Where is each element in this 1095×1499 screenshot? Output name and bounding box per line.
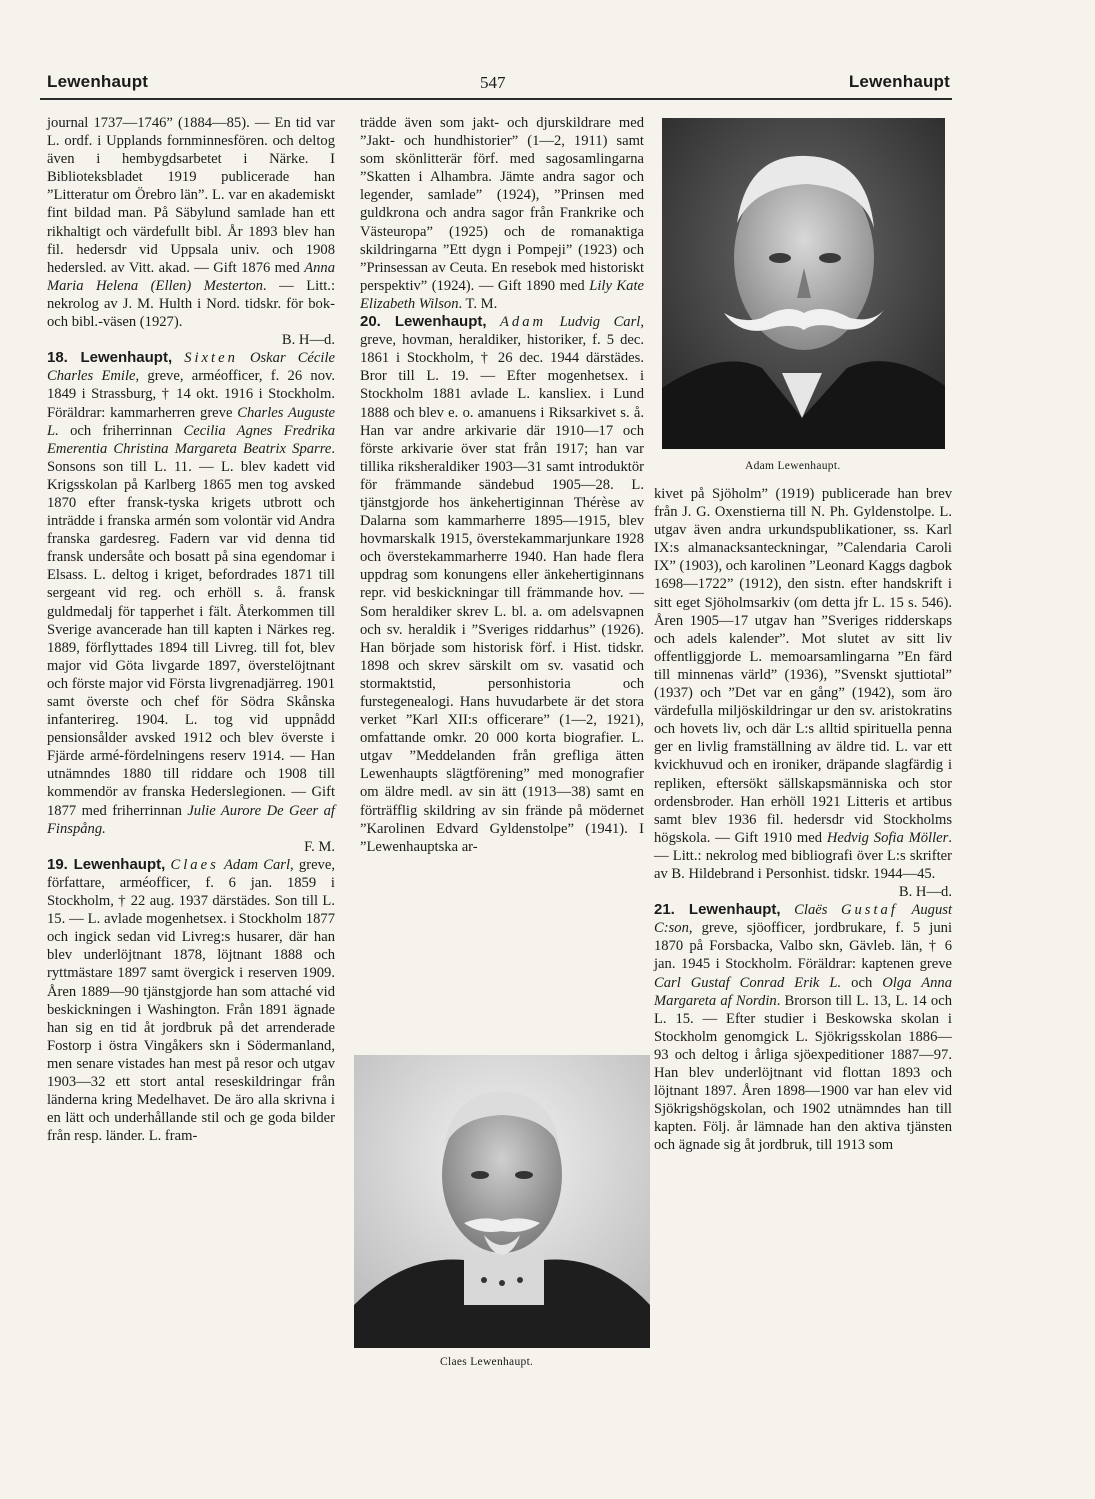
header-right-title: Lewenhaupt xyxy=(848,72,950,91)
header-left-title: Lewenhaupt xyxy=(47,72,149,91)
header-rule xyxy=(40,98,952,100)
photo-caption-claes: Claes Lewenhaupt. xyxy=(440,1356,534,1368)
text-column-1 xyxy=(47,114,335,1145)
entry-heading: 21. Lewenhaupt, xyxy=(654,901,781,919)
photo-caption-adam: Adam Lewenhaupt. xyxy=(745,460,841,472)
continued-entry-19: trädde även som jakt- och djurskildrare med ”Jakt- och hundhistorier” (1—2, 1911) samt som skönlitterär förf. med sagosamlingarna ”Skatten i Alhambra. Jämte andra sagor och legender, samlade” (1924), ”Prinsen med guldkrona och andra sagor från Frankrike och Västeuropa” (1925) och de romanaktiga skildringarna ”Ett dygn i Pompeji” (1923) och ”Prinsessan av Ceuta. En resebok med historiskt perspektiv” (1924). — Gift 1890 med Lily Kate Elizabeth Wilson. T. M. xyxy=(360,115,644,312)
entry-21: 21. Lewenhaupt, Claës Gustaf August C:son, greve, sjöofficer, jordbrukare, f. 5 juni 1870 på Forsbacka, Valbo skn, Gävleb. län, † 6 jan. 1945 i Stockholm. Föräldrar: kaptenen greve Carl Gustaf Conrad Erik L. och Olga Anna Margareta af Nordin. Brorson till L. 13, L. 14 och L. 15. — Efter studier i Beskowska skolan i Stockholm genomgick L. Sjökrigsskolan 1886—93 och deltog i årliga sjöexpeditioner 1887—97. Han blev underlöjtnant vid flottan 1893 och löjtnant 1897. Åren 1898—1900 var han elev vid Sjökrigshögskolan, och 1902 utnämndes han till kapten. Följ. år lämnade han den aktiva tjänsten och ägnade sig åt jordbruk, till 1913 som xyxy=(654,901,952,1154)
running-header xyxy=(40,70,950,98)
continued-entry-17: journal 1737—1746” (1884—85). — En tid var L. ordf. i Upplands fornminnesfören. och deltog även i hembygdsarbetet i Närke. I Biblioteksbladet 1919 publicerade han ”Litteratur om Örebro län”. L. var en akademiskt fint bildad man. På Säbylund samlade han ett rikhaltigt och värdefullt bibl. År 1893 blev han fil. hedersdr vid Uppsala univ. och 1908 hedersled. av Vitt. akad. — Gift 1876 med Anna Maria Helena (Ellen) Mesterton. — Litt.: nekrolog av J. M. Hulth i Nord. tidskr. för bok- och bibl.-väsen (1927). B. H—d. xyxy=(47,115,336,349)
text-column-2 xyxy=(360,114,644,856)
author-signature: B. H—d. xyxy=(281,332,335,349)
portrait-photo-adam xyxy=(662,118,945,449)
page-number: 547 xyxy=(480,73,506,92)
entry-18: 18. Lewenhaupt, Sixten Oskar Cécile Charles Emile, greve, arméofficer, f. 26 nov. 1849 i Strassburg, † 14 okt. 1916 i Stockholm. Föräldrar: kammarherren greve Charles Auguste L. och friherrinnan Cecilia Agnes Fredrika Emerentia Christina Margareta Beatrix Sparre. Sonsons son till L. 11. — L. blev kadett vid Krigsskolan på Karlberg 1865 men tog avsked 1870 efter fransk-tyska krigets utbrott och inträdde i franska armén som volontär vid Andra franska gardesreg. Fadern var vid denna tid fransk undersåte och bosatt på sina egendomar i Elsass. L. deltog i kriget, befordrades 1871 till sergeant vid reg. och erhöll s. å. fransk guldmedalj för tapperhet i fält. Återkommen till Sverige avancerade han till kapten i Närkes reg. 1889, förflyttades 1894 till Livreg. till fot, blev major vid Göta livgarde 1897, överstelöjtnant och förste major vid Första livgrenadjärreg. 1901 samt överste och chef för Södra Skånska infanterireg. 1904. L. tog vid uppnådd pensionsålder avsked 1912 och blev överste i Fjärde armé-fördelningens reserv 1914. — Han utnämndes 1880 till riddare och 1908 till kommendör av franska Hederslegionen. — Gift 1877 med friherrinnan Julie Aurore De Geer af Finspång. F. M. xyxy=(47,349,335,855)
entry-heading: 20. Lewenhaupt, xyxy=(360,313,487,331)
entry-19: 19. Lewenhaupt, Claes Adam Carl, greve, författare, arméofficer, f. 6 jan. 1859 i Stockholm, † 22 aug. 1937 därstädes. Son till L. 15. — L. avlade mogenhetsex. i Stockholm 1877 och ingick sedan vid Livreg:s husarer, där han blev underlöjtnant 1878, löjtnant 1888 och ryttmästare 1897 samt övergick i reserven 1909. Åren 1889—90 tjänstgjorde han som attaché vid beskickningen i Washington. Från 1891 ägnade han sig en tid åt jordbruk på det arrenderade Fostorp i östra Vingåkers skn i Södermanland, men senare vistades han mest på resor och utgav 1903—32 ett stort antal reseskildringar från länderna kring Medelhavet. De äro alla skrivna i en lätt och underhållande stil och ge goda bilder från resp. länder. L. fram- xyxy=(47,855,335,1145)
entry-20: 20. Lewenhaupt, Adam Ludvig Carl, greve, hovman, heraldiker, historiker, f. 5 dec. 1861 i Stockholm, † 26 dec. 1944 därstädes. Bror till L. 19. — Efter mogenhetsex. i Stockholm 1881 avlade L. kansliex. i Lund 1888 och blev e. o. amanuens i Riksarkivet s. å. Han var andre arkivarie där 1910—17 och förste arkivarie över stat från 1917; han var tillika riksheraldiker 1903—31 samt introduktör för främmande sändebud 1905—28. L. tjänstgjorde hos änkehertiginnan Thérèse av Dalarna som kammarherre 1895—1915, blev hovmarskalk 1915, överstekammarjunkare 1928 och överstekammarherre 1940. Han hade flera uppdrag som konungens eller änkehertiginnans repr. vid beskickningar till främmande hov. — Som heraldiker skrev L. bl. a. om adelsvapnen och sv. heraldik i ”Sveriges riddarhus” (1926). Han började som historisk förf. i Hist. tidskr. 1898 och skrev särskilt om sv. vasatid och stormaktstid, personhistoria och furstegenealogi. Hans huvudarbete är det stora verket ”Karl XII:s officerare” (1—2, 1921), omfattande omkr. 20 000 korta biografier. L. utgav ”Meddelanden från grefliga ätten Lewenhaupts slägtförening” med monografier om äldre medl. av sin ätt (1913—38) samt en förträfflig skildring av sin frände på mödernet ”Karolinen Edvard Gyldenstolpe” (1941). I ”Lewenhauptska ar- xyxy=(360,313,644,855)
text-column-3 xyxy=(654,485,952,1154)
portrait-photo-claes xyxy=(354,1055,650,1348)
entry-heading: 18. Lewenhaupt, xyxy=(47,349,173,367)
entry-heading: 19. Lewenhaupt, xyxy=(47,855,166,873)
continued-entry-20: kivet på Sjöholm” (1919) publicerade han brev från J. G. Oxenstierna till N. Ph. Gyldenstolpe. L. utgav även andra urkundspublikationer, ss. Karl IX:s almanacksanteckningar, ”Calendaria Caroli IX” (1903), och karolinen ”Leonard Kaggs dagbok 1698—1722” (1912), den sistn. efter handskrift i sitt eget Sjöholmsarkiv (om detta jfr L. 15 s. 546). Åren 1905—17 utgav han ”Sveriges ridderskaps och adels kalender”. Mot slutet av sitt liv offentliggjorde L. memoarsamlingarna ”En färd till minnenas värld” (1936), ”Svenskt sjuttiotal” (1937) och ”Det var en gång” (1942), som äro värdefulla miljöskildringar ur den sv. aristokratins och hovets liv, och där L:s alltid spirituella penna ger en livlig framställning av äldre tid. L. var ett kvickhuvud och en ironiker, dräpande slagfärdig i repliken, eftersökt sällskapsmänniska och stor ordensbroder. Han erhöll 1921 Litteris et artibus samt blev 1936 fil. hedersdr vid Stockholms högskola. — Gift 1910 med Hedvig Sofia Möller. — Litt.: nekrolog med bibliografi över L:s skrifter av B. Hildebrand i Personhist. tidskr. 1944—45. B. H—d. xyxy=(654,486,952,901)
author-signature: F. M. xyxy=(304,838,335,855)
author-signature: B. H—d. xyxy=(898,884,952,901)
